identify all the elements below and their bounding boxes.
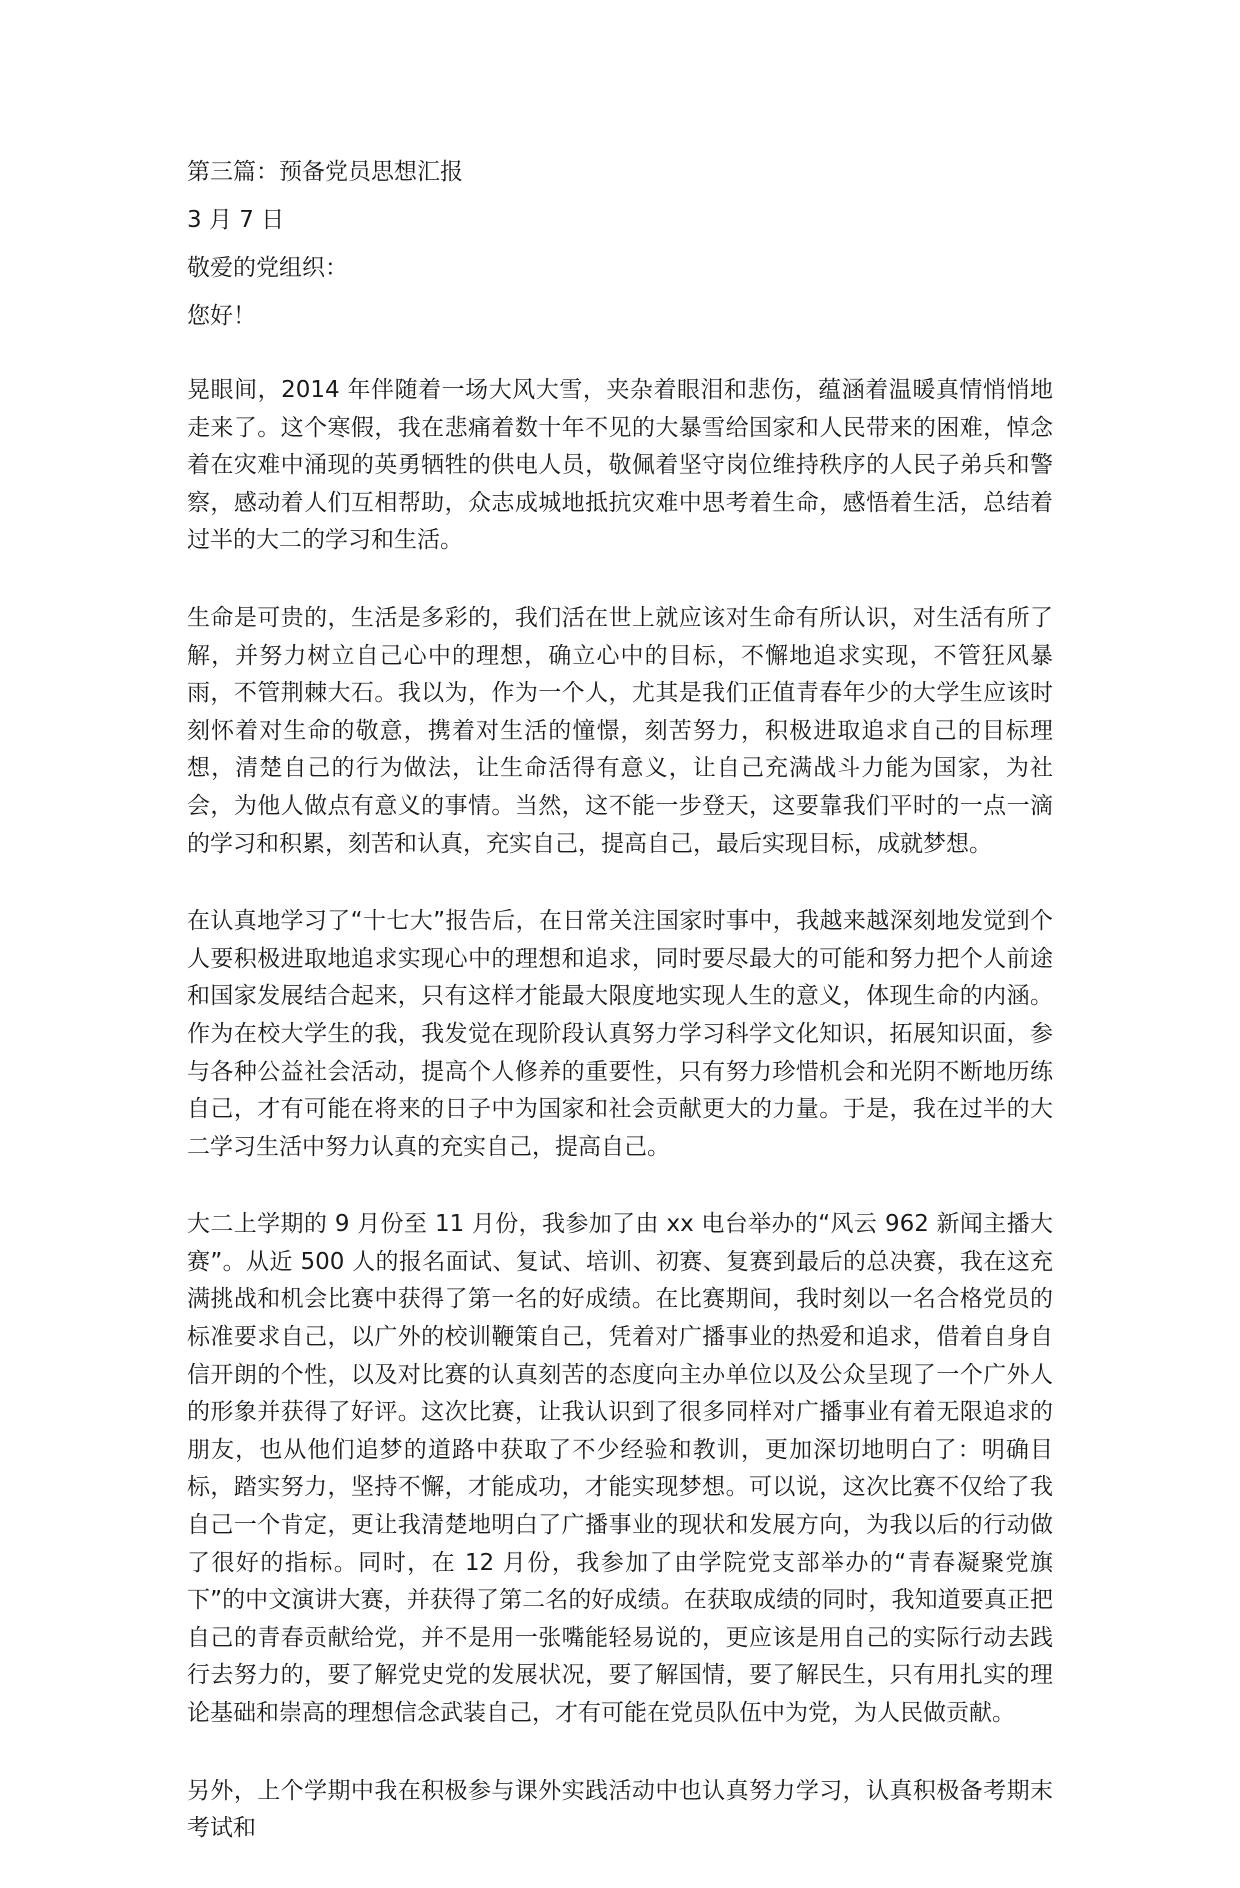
body-paragraph: 另外，上个学期中我在积极参与课外实践活动中也认真努力学习，认真积极备考期末考试和 bbox=[187, 1777, 1053, 1842]
document-date: 3 月 7 日 bbox=[187, 207, 285, 233]
body-paragraph: 在认真地学习了“十七大”报告后，在日常关注国家时事中，我越来越深刻地发觉到个人要积极进取地追求实现心中的理想和追求，同时要尽最大的可能和努力把个人前途和国家发展结合起来，只有这样才能最大限度地实现人生的意义，体现生命的内涵。作为在校大学生的我，我发觉在现阶段认真努力学习科学文化知识，拓展知识面，参与各种公益社会活动，提高个人修养的重要性，只有努力珍惜机会和光阴不断地历练自己，才有可能在将来的日子中为国家和社会贡献更大的力量。于是，我在过半的大二学习生活中努力认真的充实自己，提高自己。 bbox=[187, 908, 1053, 1160]
body-paragraph: 大二上学期的 9 月份至 11 月份，我参加了由 xx 电台举办的“风云 962 新闻主播大赛”。从近 500 人的报名面试、复试、培训、初赛、复赛到最后的总决赛，我在这充满挑战和机会比赛中获得了第一名的好成绩。在比赛期间，我时刻以一名合格党员的标准要求自己，以广外的校训鞭策自己，凭着对广播事业的热爱和追求，借着自身自信开朗的个性，以及对比赛的认真刻苦的态度向主办单位以及公众呈现了一个广外人的形象并获得了好评。这次比赛，让我认识到了很多同样对广播事业有着无限追求的朋友，也从他们追梦的道路中获取了不少经验和教训，更加深切地明白了：明确目标，踏实努力，坚持不懈，才能成功，才能实现梦想。可以说，这次比赛不仅给了我自己一个肯定，更让我清楚地明白了广播事业的现状和发展方向，为我以后的行动做了很好的指标。同时，在 12 月份，我参加了由学院党支部举办的“青春凝聚党旗下”的中文演讲大赛，并获得了第二名的好成绩。在获取成绩的同时，我知道要真正把自己的青春贡献给党，并不是用一张嘴能轻易说的，更应该是用自己的实际行动去践行去努力的，要了解党史党的发展状况，要了解国情，要了解民生，只有用扎实的理论基础和崇高的理想信念武装自己，才有可能在党员队伍中为党，为人民做贡献。 bbox=[187, 1211, 1053, 1726]
document-title: 第三篇：预备党员思想汇报 bbox=[187, 159, 463, 185]
body-paragraph: 生命是可贵的，生活是多彩的，我们活在世上就应该对生命有所认识，对生活有所了解，并努力树立自己心中的理想，确立心中的目标，不懈地追求实现，不管狂风暴雨，不管荆棘大石。我以为，作为一个人，尤其是我们正值青春年少的大学生应该时刻怀着对生命的敬意，携着对生活的憧憬，刻苦努力，积极进取追求自己的目标理想，清楚自己的行为做法，让生命活得有意义，让自己充满战斗力能为国家，为社会，为他人做点有意义的事情。当然，这不能一步登天，这要靠我们平时的一点一滴的学习和积累，刻苦和认真，充实自己，提高自己，最后实现目标，成就梦想。 bbox=[187, 604, 1053, 857]
greeting: 您好！ bbox=[187, 303, 256, 329]
document-page bbox=[187, 148, 1053, 1888]
body-paragraph: 晃眼间，2014 年伴随着一场大风大雪，夹杂着眼泪和悲伤，蕴涵着温暖真情悄悄地走来了。这个寒假，我在悲痛着数十年不见的大暴雪给国家和人民带来的困难，悼念着在灾难中涌现的英勇牺牲的供电人员，敬佩着坚守岗位维持秩序的人民子弟兵和警察，感动着人们互相帮助，众志成城地抵抗灾难中思考着生命，感悟着生活，总结着过半的大二的学习和生活。 bbox=[187, 377, 1053, 554]
salutation: 敬爱的党组织： bbox=[187, 255, 348, 281]
